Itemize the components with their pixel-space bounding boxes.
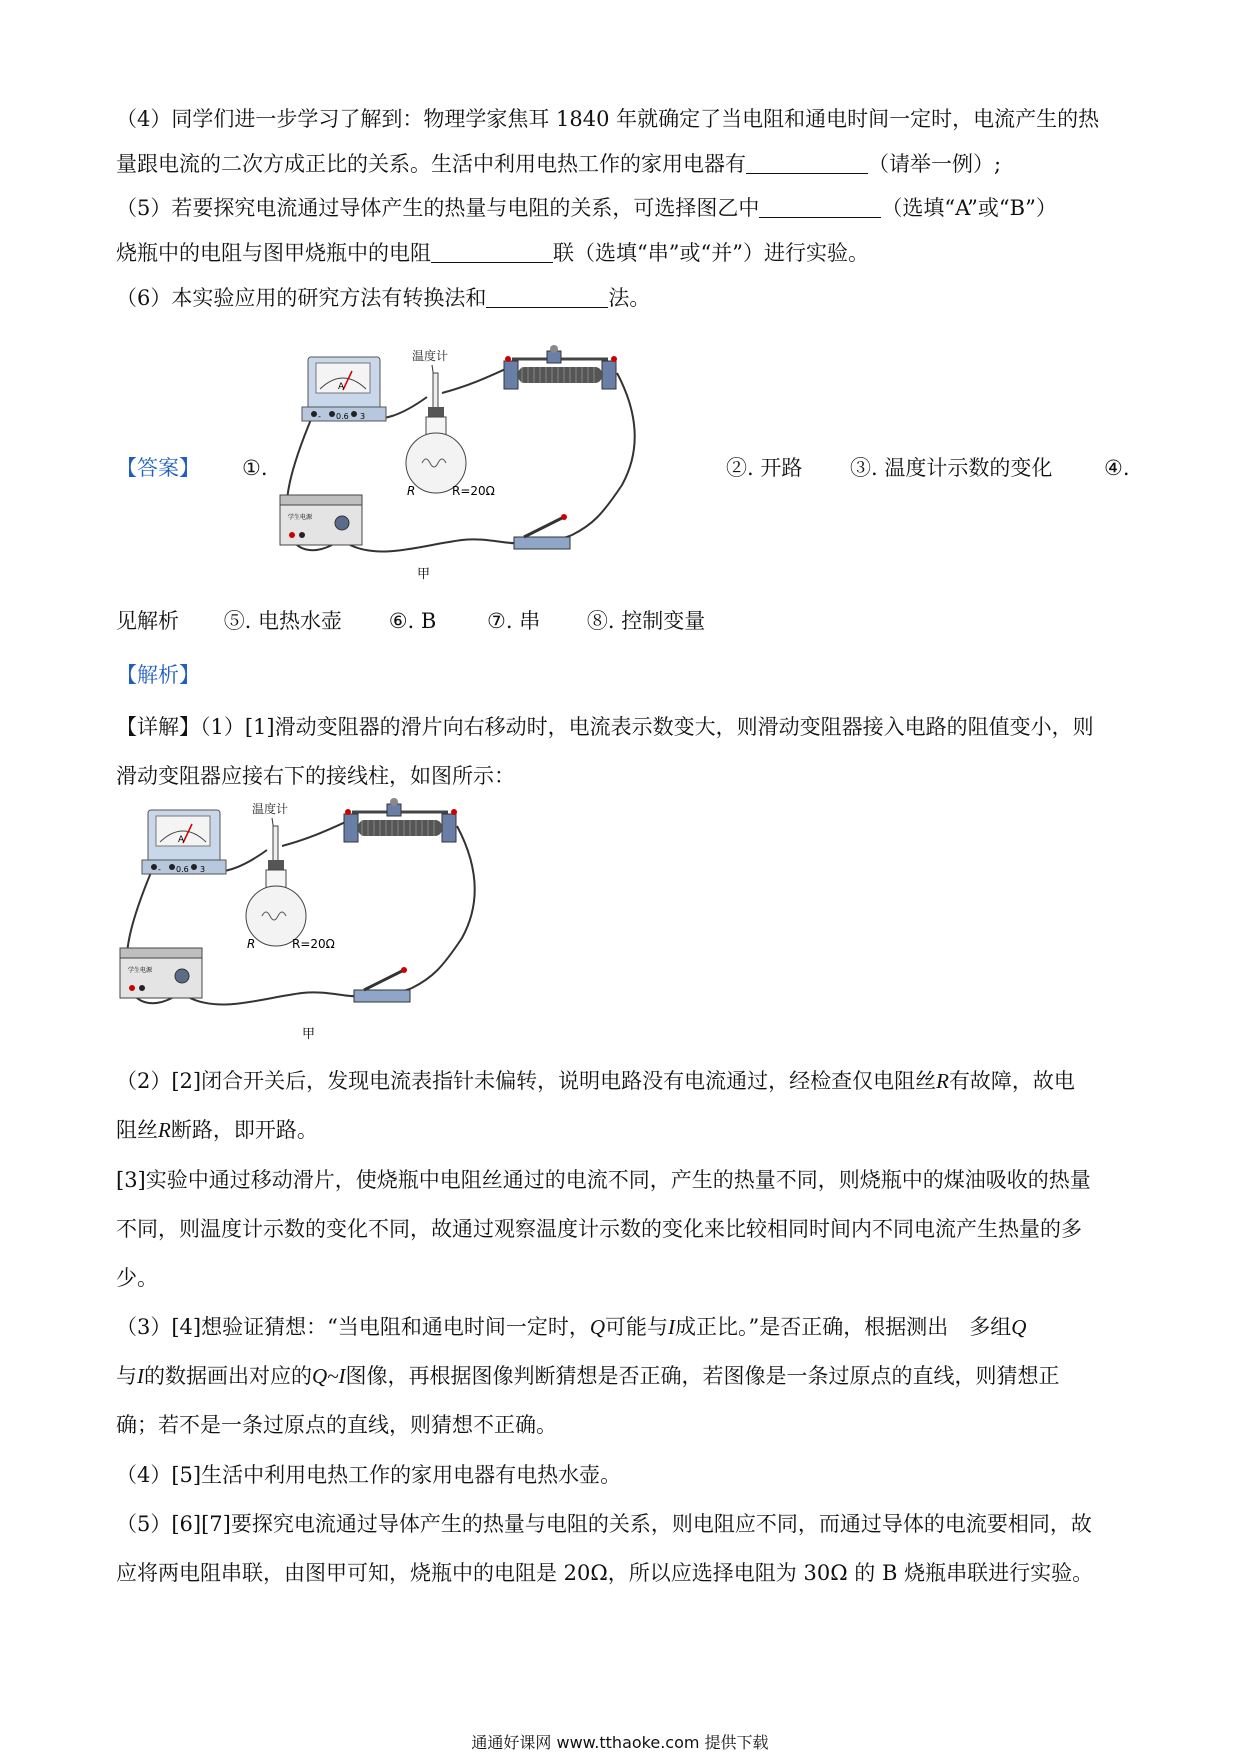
detail-3-line2: 不同，则温度计示数的变化不同，故通过观察温度计示数的变化来比较相同时间内不同电流产生热量的多 — [116, 1217, 1082, 1241]
answer-item-6: ⑥. B — [388, 609, 437, 633]
ammeter-neg-label: - — [318, 412, 321, 421]
detail-2-text: （2）[2]闭合开关后，发现电流表指针未偏转，说明电路没有电流通过，经检查仅电阻丝 — [116, 1069, 937, 1093]
answer-item-1: ①. — [242, 456, 268, 480]
answer-line2 — [116, 607, 705, 635]
answer-item-4-cont: 见解析 — [116, 609, 179, 633]
detail-4-text-a: （3）[4]想验证猜想：“当电阻和通电时间一定时， — [116, 1315, 590, 1339]
switch-icon — [354, 967, 410, 1002]
detail-4-QI: Q~I — [312, 1364, 346, 1388]
q4-line1: （4）同学们进一步学习了解到：物理学家焦耳 1840 年就确定了当电阻和通电时间一定时，电流产生的热 — [116, 107, 1100, 131]
power-supply-icon — [280, 495, 362, 545]
q6-tail: 法。 — [608, 286, 651, 310]
ammeter-a-label: A — [178, 835, 185, 845]
q5-line1-tail: （选填“A”或“B”） — [881, 196, 1057, 220]
ammeter-06-label: 0.6 — [176, 865, 189, 874]
thermometer-label: 温度计 — [252, 802, 289, 816]
answer-item-2: ②. 开路 — [726, 456, 803, 480]
answer-item-3: ③. 温度计示数的变化 — [850, 456, 1053, 480]
q4-line2-text: 量跟电流的二次方成正比的关系。生活中利用电热工作的家用电器有 — [116, 152, 746, 176]
flask-resistance-label: R=20Ω — [452, 484, 495, 498]
circuit-figure-detail — [112, 798, 492, 1043]
q4-blank — [746, 151, 868, 174]
detail-6-line1: （5）[6][7]要探究电流通过导体产生的热量与电阻的关系，则电阻应不同，而通过导体的电流要相同，故 — [116, 1512, 1092, 1536]
detail-4-text-b: 可能与 — [605, 1315, 669, 1339]
q5-blank-2 — [431, 240, 553, 263]
q5-line1-text: （5）若要探究电流通过导体产生的热量与电阻的关系，可选择图乙中 — [116, 196, 760, 220]
detail-4-line1 — [116, 1313, 1026, 1341]
detail-1-line2: 滑动变阻器应接右下的接线柱，如图所示： — [116, 764, 515, 788]
power-supply-icon — [120, 948, 202, 998]
page-footer: 通通好课网 www.tthaoke.com 提供下载 — [471, 1733, 769, 1752]
detail-2-line1 — [116, 1067, 1075, 1095]
ammeter-a-label: A — [338, 382, 345, 392]
detail-2-line2 — [116, 1116, 318, 1144]
q6-blank — [486, 285, 608, 308]
detail-4-text-c: 成正比。”是否正确，根据测出 多组 — [675, 1315, 1012, 1339]
q5-line1 — [116, 194, 1057, 222]
flask-r-label: R — [247, 937, 256, 951]
analysis-label: 【解析】 — [116, 663, 200, 687]
thermometer-label: 温度计 — [412, 349, 449, 363]
detail-4-line2-b: 的数据画出对应的 — [144, 1364, 312, 1388]
detail-3-line1: [3]实验中通过移动滑片，使烧瓶中电阻丝通过的电流不同，产生的热量不同，则烧瓶中的煤油吸收的热量 — [116, 1168, 1091, 1192]
answer-item-7: ⑦. 串 — [487, 609, 541, 633]
detail-5-line1: （4）[5]生活中利用电热工作的家用电器有电热水壶。 — [116, 1463, 622, 1487]
detail-2-R2: R — [158, 1118, 171, 1142]
switch-icon — [514, 514, 570, 549]
ammeter-3-label: 3 — [200, 865, 206, 874]
figure-caption: 甲 — [417, 567, 431, 582]
detail-2-line2-text: 阻丝 — [116, 1118, 158, 1142]
ammeter-neg-label: - — [158, 865, 161, 874]
q5-line2-text: 烧瓶中的电阻与图甲烧瓶中的电阻 — [116, 241, 431, 265]
circuit-figure-answer — [272, 345, 652, 585]
answer-item-8: ⑧. 控制变量 — [586, 609, 706, 633]
detail-4-I2: I — [137, 1364, 144, 1388]
rheostat-icon — [504, 345, 617, 389]
rheostat-icon — [344, 798, 457, 842]
q6-line — [116, 284, 650, 312]
detail-6-line2: 应将两电阻串联，由图甲可知，烧瓶中的电阻是 20Ω，所以应选择电阻为 30Ω 的 B 烧瓶串联进行实验。 — [116, 1561, 1094, 1585]
detail-2-line2-tail: 断路，即开路。 — [170, 1118, 318, 1142]
detail-4-I: I — [668, 1315, 676, 1339]
detail-4-Q2: Q — [1011, 1315, 1027, 1339]
ammeter-icon — [302, 357, 386, 421]
answer-item-4: ④. — [1104, 456, 1130, 480]
detail-4-Q: Q — [589, 1315, 606, 1339]
ammeter-06-label: 0.6 — [336, 412, 349, 421]
answer-label: 【答案】 — [116, 456, 200, 480]
ammeter-3-label: 3 — [360, 412, 366, 421]
detail-1-line1: 【详解】（1）[1]滑动变阻器的滑片向右移动时，电流表示数变大，则滑动变阻器接入电路的阻值变小，则 — [116, 715, 1094, 739]
detail-4-line2-a: 与 — [116, 1364, 137, 1388]
q5-line2 — [116, 239, 869, 267]
q5-blank-1 — [759, 195, 881, 218]
q6-text: （6）本实验应用的研究方法有转换法和 — [116, 286, 487, 310]
q4-line2-tail: （请举一例）; — [868, 152, 1002, 176]
detail-4-line2-c: 图像，再根据图像判断猜想是否正确，若图像是一条过原点的直线，则猜想正 — [345, 1364, 1060, 1388]
power-label: 学生电源 — [288, 514, 313, 521]
flask-resistance-label: R=20Ω — [292, 937, 335, 951]
detail-2-R: R — [936, 1069, 949, 1093]
detail-4-line2 — [116, 1362, 1060, 1390]
flask-icon — [246, 826, 335, 951]
power-label: 学生电源 — [128, 967, 153, 974]
detail-3-line3: 少。 — [116, 1266, 158, 1290]
detail-2-tail: 有故障，故电 — [948, 1069, 1075, 1093]
q5-line2-tail: 联（选填“串”或“并”）进行实验。 — [553, 241, 869, 265]
q4-line2 — [116, 150, 1001, 178]
answer-item-5: ⑤. 电热水壶 — [223, 609, 343, 633]
figure-caption: 甲 — [302, 1027, 316, 1042]
ammeter-icon — [142, 810, 226, 874]
flask-r-label: R — [407, 484, 416, 498]
flask-icon — [406, 373, 495, 498]
detail-4-line3: 确；若不是一条过原点的直线，则猜想不正确。 — [116, 1413, 557, 1437]
